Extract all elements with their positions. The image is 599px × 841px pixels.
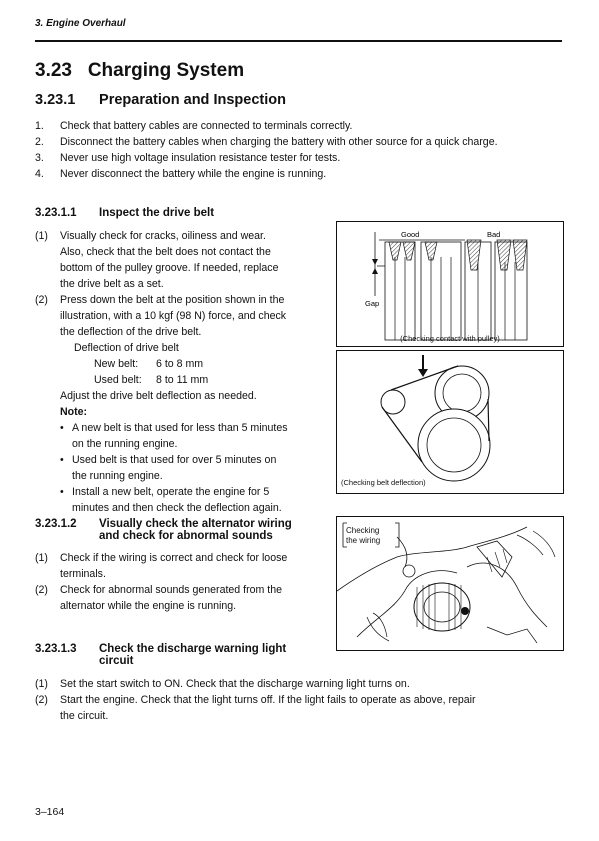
running-header: 3. Engine Overhaul	[35, 18, 126, 29]
wiring-callout: Checking the wiring	[346, 526, 381, 545]
note-bullet: • A new belt is that used for less than 5 minutes on the running engine.	[60, 422, 288, 450]
paragraph-2: (2) Press down the belt at the position shown in the illustration, with a 10 kgf (98 N) force, and check the deflection of the drive belt. Deflection of drive belt New belt: 6 to 8 mm Used belt: 8 to 11 mm Adjust the drive belt deflection as needed. Note: • A new belt is that used for less than 5 minutes on the running engine. • Used belt is that used for over 5 minutes on the running engine. • Install a new belt, operate the engine for 5 minutes and then check the deflection again.	[35, 294, 288, 514]
belt-deflection-illustration	[337, 351, 563, 493]
heading-discharge-light: 3.23.1.3 Check the discharge warning light circuit	[35, 643, 287, 667]
figure-belt-contact	[336, 221, 564, 347]
section-title	[35, 60, 244, 82]
section-number: 3.23	[35, 60, 72, 81]
list-item: (2) Check for abnormal sounds generated from the alternator while the engine is running.	[35, 584, 283, 612]
subsection-number: 3.23.1	[35, 92, 76, 108]
note-bullet: • Install a new belt, operate the engine for 5 minutes and then check the deflection again.	[60, 486, 282, 514]
list-item: 2. Disconnect the battery cables when charging the battery with other source for a quick charge.	[35, 136, 498, 148]
heading-alternator-wiring: 3.23.1.2 Visually check the alternator wiring and check for abnormal sounds	[35, 518, 292, 542]
new-belt-spec: New belt: 6 to 8 mm	[94, 358, 204, 370]
preparation-list	[35, 118, 565, 182]
list-item: (1) Set the start switch to ON. Check that the discharge warning light turns on.	[35, 678, 410, 690]
list-item: 1. Check that battery cables are connected to terminals correctly.	[35, 120, 353, 132]
good-label: Good	[401, 230, 420, 239]
discharge-light-text	[35, 676, 565, 724]
page-number: 3–164	[35, 806, 65, 818]
subsection-title	[35, 92, 286, 108]
section-title-text: Charging System	[87, 60, 245, 81]
figure-caption: (Checking contact with pulley)	[400, 334, 500, 343]
drive-belt-text	[35, 228, 325, 516]
subsection-title-text: Preparation and Inspection	[99, 92, 286, 108]
header-rule	[35, 40, 562, 42]
deflection-label: Deflection of drive belt	[74, 342, 179, 354]
figure-alternator-wiring	[336, 516, 564, 651]
heading-inspect-drive-belt: 3.23.1.1 Inspect the drive belt	[35, 207, 215, 219]
note-label: Note:	[60, 406, 88, 418]
paragraph-1: (1) Visually check for cracks, oiliness and wear. Also, check that the belt does not contact the bottom of the pulley groove. If needed, replace the drive belt as a set.	[35, 230, 279, 290]
figure-caption: (Checking belt deflection)	[341, 478, 426, 487]
used-belt-spec: Used belt: 8 to 11 mm	[94, 374, 209, 386]
alternator-text	[35, 550, 325, 614]
figure-belt-deflection	[336, 350, 564, 494]
belt-contact-illustration	[337, 222, 563, 346]
list-item: 3. Never use high voltage insulation resistance tester for tests.	[35, 152, 341, 164]
list-item: 4. Never disconnect the battery while the engine is running.	[35, 168, 327, 180]
bad-label: Bad	[487, 230, 501, 239]
list-item: (1) Check if the wiring is correct and check for loose terminals.	[35, 552, 288, 580]
gap-label: Gap	[365, 299, 380, 308]
list-item: (2) Start the engine. Check that the light turns off. If the light fails to operate as above, repair the circuit.	[35, 694, 476, 722]
adjust-text: Adjust the drive belt deflection as needed.	[60, 390, 257, 402]
note-bullet: • Used belt is that used for over 5 minutes on the running engine.	[60, 454, 277, 482]
